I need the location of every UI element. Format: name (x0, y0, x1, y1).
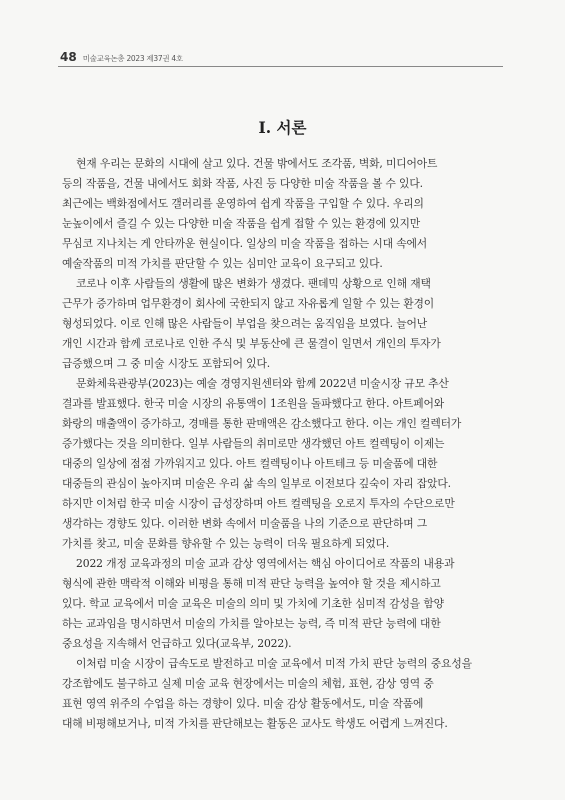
text-line: 개인 시간과 함께 코로나로 인한 주식 및 부동산에 큰 물결이 일면서 개인의 투자가 (62, 337, 441, 350)
header-rule (58, 66, 503, 67)
text-line: 결과를 발표했다. 한국 미술 시장의 유통액이 1조원을 돌파했다고 한다. 아트페어와 (62, 397, 445, 410)
text-line: 대중들의 관심이 높아지며 미술은 우리 삶 속의 일부로 이전보다 깊숙이 자리 잡았다. (62, 477, 451, 490)
text-line: 생각하는 경향도 있다. 이러한 변화 속에서 미술품을 나의 기준으로 판단하며 그 (62, 517, 428, 530)
text-line: 현재 우리는 문화의 시대에 살고 있다. 건물 밖에서도 조각품, 벽화, 미디어아트 (76, 157, 438, 170)
text-line: 등의 작품을, 건물 내에서도 회화 작품, 사진 등 다양한 미술 작품을 볼 수 있다. (62, 177, 423, 190)
text-line: 형성되었다. 이로 인해 많은 사람들이 부업을 찾으려는 움직임을 보였다. 늘어난 (62, 317, 428, 330)
text-line: 이처럼 미술 시장이 급속도로 발전하고 미술 교육에서 미적 가치 판단 능력의 중요성을 (76, 657, 472, 670)
text-line: 가치를 찾고, 미술 문화를 향유할 수 있는 능력이 더욱 필요하게 되었다. (62, 537, 390, 550)
text-line: 눈높이에서 즐길 수 있는 다양한 미술 작품을 쉽게 접할 수 있는 환경에 있지만 (62, 217, 421, 230)
text-line: 코로나 이후 사람들의 생활에 많은 변화가 생겼다. 팬데믹 상황으로 인해 재택 (76, 277, 431, 290)
running-header (60, 50, 183, 64)
text-line: 화랑의 매출액이 증가하고, 경매를 통한 판매액은 감소했다고 한다. 이는 개인 컬렉터가 (62, 417, 462, 430)
text-line: 증가했다는 것을 의미한다. 일부 사람들의 취미로만 생각했던 아트 컬렉팅이 이제는 (62, 437, 445, 450)
text-line: 급증했으며 그 중 미술 시장도 포함되어 있다. (62, 357, 271, 370)
text-line: 대해 비평해보거나, 미적 가치를 판단해보는 활동은 교사도 학생도 어렵게 느껴진다. (62, 717, 448, 730)
text-line: 하지만 이처럼 한국 미술 시장이 급성장하며 아트 컬렉팅을 오로지 투자의 수단으로만 (62, 497, 455, 510)
body-text (62, 154, 502, 734)
text-line: 형식에 관한 맥락적 이해와 비평을 통해 미적 판단 능력을 높여야 할 것을 제시하고 (62, 577, 441, 590)
page-number: 48 (60, 50, 77, 64)
section-title: Ⅰ. 서론 (258, 118, 307, 137)
text-line: 문화체육관광부(2023)는 예술 경영지원센터와 함께 2022년 미술시장 규모 추산 (76, 377, 449, 390)
text-line: 2022 개정 교육과정의 미술 교과 감상 영역에서는 핵심 아이디어로 작품의 내용과 (76, 557, 455, 570)
text-line: 예술작품의 미적 가치를 판단할 수 있는 심미안 교육이 요구되고 있다. (62, 257, 383, 270)
text-line: 무심코 지나치는 게 안타까운 현실이다. 일상의 미술 작품을 접하는 시대 속에서 (62, 237, 428, 250)
journal-title: 미술교육논총 2023 제37권 4호 (82, 54, 183, 63)
text-line: 표현 영역 위주의 수업을 하는 경향이 있다. 미술 감상 활동에서도, 미술 작품에 (62, 697, 424, 710)
text-line: 있다. 학교 교육에서 미술 교육은 미술의 의미 및 가치에 기초한 심미적 감성을 함양 (62, 597, 444, 610)
text-line: 중요성을 지속해서 언급하고 있다(교육부, 2022). (62, 637, 292, 650)
text-line: 대중의 일상에 점점 가까워지고 있다. 아트 컬렉팅이나 아트테크 등 미술품에 대한 (62, 457, 438, 470)
text-line: 최근에는 백화점에서도 갤러리를 운영하여 쉽게 작품을 구입할 수 있다. 우리의 (62, 197, 424, 210)
text-line: 강조함에도 불구하고 실제 미술 교육 현장에서는 미술의 체험, 표현, 감상 영역 중 (62, 677, 434, 690)
text-line: 근무가 증가하며 업무환경이 회사에 국한되지 않고 자유롭게 일할 수 있는 환경이 (62, 297, 435, 310)
text-line: 하는 교과임을 명시하면서 미술의 가치를 알아보는 능력, 즉 미적 판단 능력에 대한 (62, 617, 441, 630)
